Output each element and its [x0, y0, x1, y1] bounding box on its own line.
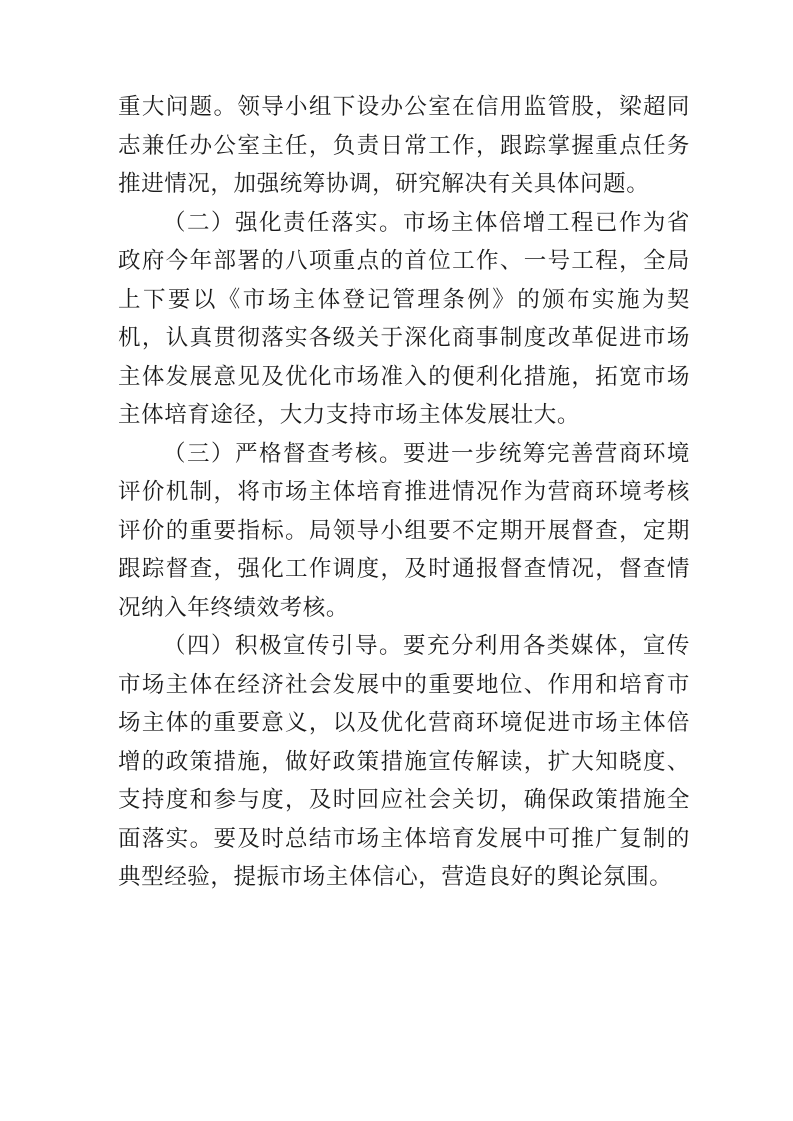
paragraph-text: 要充分利用各类媒体，宣传市场主体在经济社会发展中的重要地位、作用和培育市场主体的重要意义，以及优化营商环境促进市场主体倍增的政策措施，做好政策措施宣传解读，扩大知晓度、支持度和参与度，及时回应社会关切，确保政策措施全面落实。要及时总结市场主体培育发展中可推广复制的典型经验，提振市场主体信心，营造良好的舆论氛围。: [118, 633, 690, 890]
paragraph-publicity-guidance: [118, 627, 690, 897]
paragraph-strict-inspection: [118, 435, 690, 628]
paragraph-heading: （三）严格督查考核。: [163, 440, 403, 467]
paragraph-text: 重大问题。领导小组下设办公室在信用监管股，梁超同志兼任办公室主任，负责日常工作，跟踪掌握重点任务推进情况，加强统筹协调，研究解决有关具体问题。: [118, 94, 690, 197]
paragraph-text: 要进一步统筹完善营商环境评价机制，将市场主体培育推进情况作为营商环境考核评价的重要指标。局领导小组要不定期开展督查，定期跟踪督查，强化工作调度，及时通报督查情况，督查情况纳入年终绩效考核。: [118, 440, 690, 621]
document-body: [118, 88, 690, 897]
paragraph-heading: （四）积极宣传引导。: [163, 633, 403, 659]
paragraph-continuation: [118, 88, 690, 204]
paragraph-heading: （二）强化责任落实。: [163, 209, 403, 236]
paragraph-text: 市场主体倍增工程已作为省政府今年部署的八项重点的首位工作、一号工程，全局上下要以《市场主体登记管理条例》的颁布实施为契机，认真贯彻落实各级关于深化商事制度改革促进市场主体发展意见及优化市场准入的便利化措施，拓宽市场主体培育途径，大力支持市场主体发展壮大。: [118, 209, 690, 428]
paragraph-strengthen-responsibility: [118, 204, 690, 435]
